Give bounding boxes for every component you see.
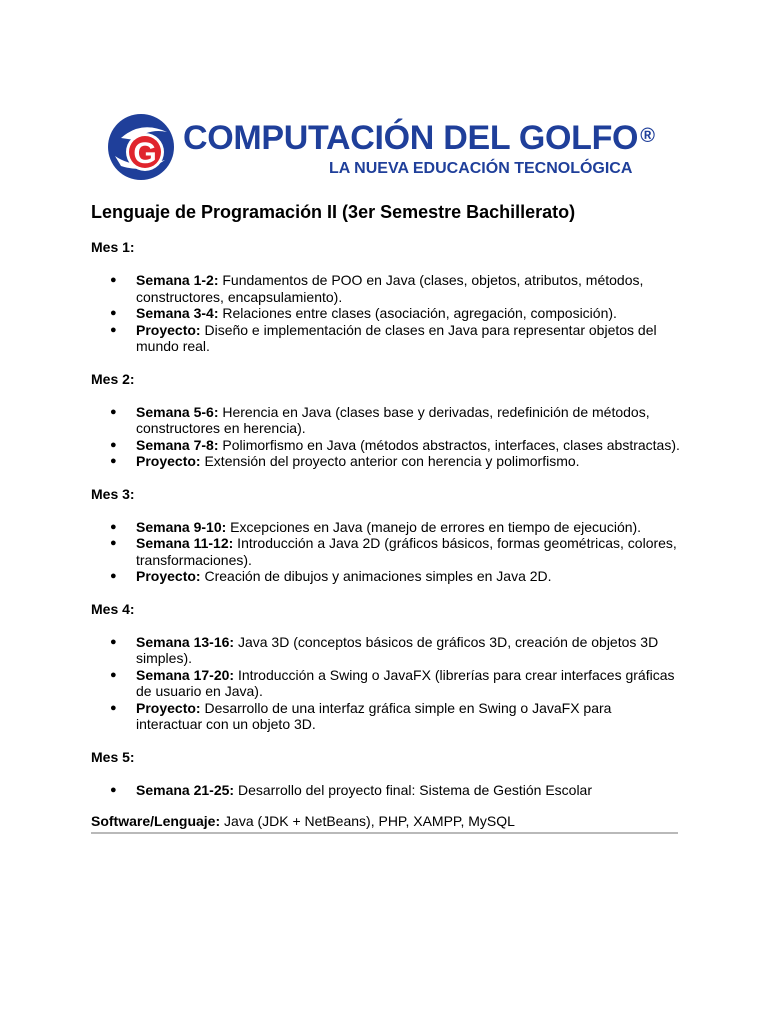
list-item bbox=[91, 667, 681, 700]
month-topic-list bbox=[91, 272, 681, 355]
bullet-icon: ● bbox=[110, 405, 117, 418]
item-text: Introducción a Swing o JavaFX (librerías para crear interfaces gráficas de usuario en Java). bbox=[136, 666, 675, 699]
item-label: Semana 17-20: bbox=[136, 666, 235, 683]
brand-tagline: LA NUEVA EDUCACIÓN TECNOLÓGICA bbox=[329, 160, 633, 177]
item-label: Semana 13-16: bbox=[136, 633, 235, 650]
item-label: Semana 5-6: bbox=[136, 403, 219, 420]
item-text: Desarrollo del proyecto final: Sistema de Gestión Escolar bbox=[234, 781, 593, 798]
software-line bbox=[91, 812, 681, 830]
month-topic-list bbox=[91, 782, 681, 799]
bullet-icon: ● bbox=[110, 438, 117, 451]
item-label: Proyecto: bbox=[136, 453, 201, 469]
item-text: Relaciones entre clases (asociación, agregación, composición). bbox=[218, 305, 617, 321]
bullet-icon: ● bbox=[110, 274, 117, 286]
item-text: Diseño e implementación de clases en Java para representar objetos del mundo real. bbox=[136, 321, 657, 354]
item-text: Introducción a Java 2D (gráficos básicos, formas geométricas, colores, transformaciones). bbox=[136, 535, 677, 568]
bullet-icon: ● bbox=[110, 520, 117, 533]
list-item bbox=[91, 782, 681, 799]
horizontal-divider bbox=[91, 832, 678, 834]
logo-letter: G bbox=[133, 137, 157, 170]
item-label: Semana 9-10: bbox=[136, 518, 227, 535]
month-topic-list bbox=[91, 519, 681, 585]
month-heading: Mes 2: bbox=[91, 370, 135, 387]
month-topic-list bbox=[91, 634, 681, 733]
item-label: Semana 21-25: bbox=[136, 781, 235, 798]
list-item bbox=[91, 568, 681, 585]
brand-logo-icon bbox=[105, 110, 177, 184]
software-label: Software/Lenguaje: bbox=[91, 813, 221, 829]
bullet-icon: ● bbox=[110, 307, 117, 319]
list-item bbox=[91, 272, 681, 305]
item-label: Semana 3-4: bbox=[136, 305, 219, 321]
list-item bbox=[91, 437, 681, 454]
bullet-icon: ● bbox=[110, 783, 117, 796]
bullet-icon: ● bbox=[110, 570, 117, 582]
list-item bbox=[91, 519, 681, 536]
list-item bbox=[91, 453, 681, 470]
month-heading: Mes 1: bbox=[91, 239, 135, 255]
month-heading: Mes 5: bbox=[91, 748, 135, 765]
registered-mark: ® bbox=[640, 125, 655, 147]
brand-logo bbox=[105, 110, 685, 186]
list-item bbox=[91, 634, 681, 667]
item-label: Semana 1-2: bbox=[136, 272, 219, 288]
bullet-icon: ● bbox=[110, 537, 117, 549]
month-heading: Mes 3: bbox=[91, 485, 135, 502]
month-topic-list bbox=[91, 404, 681, 470]
bullet-icon: ● bbox=[110, 701, 117, 714]
list-item bbox=[91, 322, 681, 355]
list-item bbox=[91, 535, 681, 568]
brand-name-text: COMPUTACIÓN DEL GOLFO bbox=[183, 119, 639, 157]
item-label: Proyecto: bbox=[136, 699, 201, 716]
item-text: Fundamentos de POO en Java (clases, objetos, atributos, métodos, constructores, encapsulamiento). bbox=[136, 272, 644, 305]
item-text: Polimorfismo en Java (métodos abstractos, interfaces, clases abstractas). bbox=[218, 436, 680, 453]
bullet-icon: ● bbox=[110, 635, 117, 648]
course-title: Lenguaje de Programación II (3er Semestre Bachillerato) bbox=[91, 202, 576, 222]
list-item bbox=[91, 305, 681, 322]
bullet-icon: ● bbox=[110, 668, 117, 681]
item-label: Semana 11-12: bbox=[136, 535, 234, 551]
software-text: Java (JDK + NetBeans), PHP, XAMPP, MySQL bbox=[220, 813, 515, 829]
list-item bbox=[91, 700, 681, 733]
brand-name bbox=[183, 118, 655, 158]
item-text: Java 3D (conceptos básicos de gráficos 3D, creación de objetos 3D simples). bbox=[136, 633, 659, 666]
item-text: Extensión del proyecto anterior con herencia y polimorfismo. bbox=[200, 453, 580, 469]
item-label: Proyecto: bbox=[136, 568, 201, 584]
item-text: Desarrollo de una interfaz gráfica simple en Swing o JavaFX para interactuar con un objeto 3D. bbox=[136, 699, 612, 732]
item-label: Proyecto: bbox=[136, 321, 201, 338]
month-heading: Mes 4: bbox=[91, 600, 135, 617]
item-label: Semana 7-8: bbox=[136, 436, 219, 453]
item-text: Creación de dibujos y animaciones simples en Java 2D. bbox=[200, 568, 552, 584]
bullet-icon: ● bbox=[110, 323, 117, 336]
item-text: Herencia en Java (clases base y derivadas, redefinición de métodos, constructores en herencia). bbox=[136, 403, 650, 436]
document-content bbox=[91, 200, 681, 830]
months-container bbox=[91, 238, 681, 798]
bullet-icon: ● bbox=[110, 455, 117, 467]
item-text: Excepciones en Java (manejo de errores en tiempo de ejecución). bbox=[226, 518, 642, 535]
list-item bbox=[91, 404, 681, 437]
